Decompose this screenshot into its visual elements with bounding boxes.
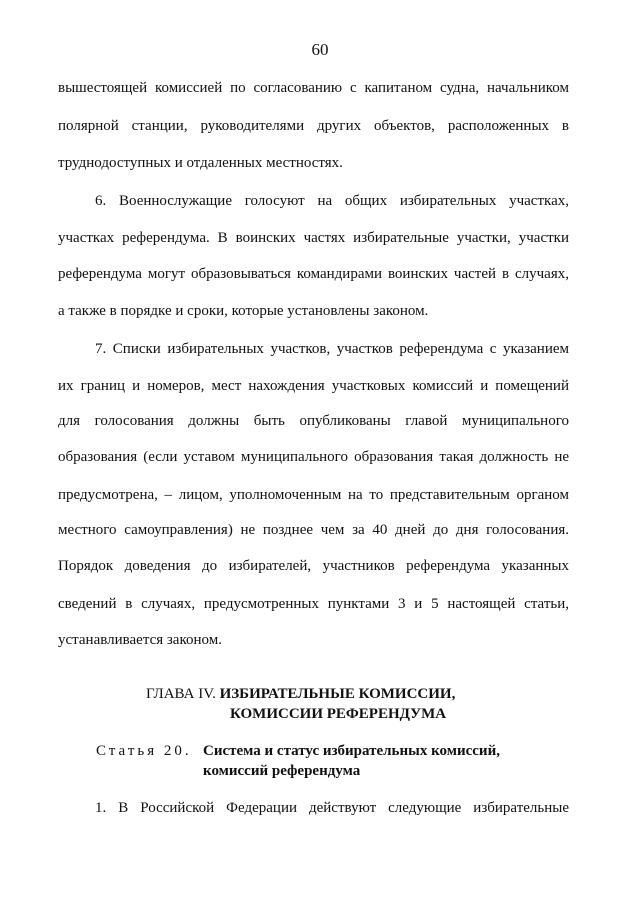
text-line: труднодоступных и отдаленных местностях. <box>58 155 343 171</box>
text-line: сведений в случаях, предусмотренных пунктами 3 и 5 настоящей статьи, <box>58 596 569 612</box>
text-line: а также в порядке и сроки, которые установлены законом. <box>58 303 429 319</box>
text-line: 7. Списки избирательных участков, участков референдума с указанием <box>95 341 569 357</box>
text-line: вышестоящей комиссией по согласованию с капитаном судна, начальником <box>58 80 569 96</box>
text-line: местного самоуправления) не позднее чем за 40 дней до дня голосования. <box>58 522 569 538</box>
chapter-heading <box>146 684 455 704</box>
chapter-title-line1: ИЗБИРАТЕЛЬНЫЕ КОМИССИИ, <box>219 686 456 702</box>
article-title-line1: Система и статус избирательных комиссий, <box>203 743 500 759</box>
article-label: Статья 20. <box>96 743 192 759</box>
text-line: для голосования должны быть опубликованы главой муниципального <box>58 413 569 429</box>
text-line: полярной станции, руководителями других объектов, расположенных в <box>58 118 569 134</box>
text-line: 1. В Российской Федерации действуют следующие избирательные <box>95 800 569 816</box>
page-number: 60 <box>311 40 329 59</box>
text-line: предусмотрена, – лицом, уполномоченным на то представительным органом <box>58 487 569 503</box>
text-line: Порядок доведения до избирателей, участников референдума указанных <box>58 558 569 574</box>
chapter-prefix: ГЛАВА IV. <box>146 686 216 702</box>
text-line: участках референдума. В воинских частях избирательные участки, участки <box>58 230 569 246</box>
text-line: референдума могут образовываться командирами воинских частей в случаях, <box>58 266 569 282</box>
text-line: их границ и номеров, мест нахождения участковых комиссий и помещений <box>58 378 569 394</box>
text-line: 6. Военнослужащие голосуют на общих избирательных участках, <box>95 193 569 209</box>
article-title-line2: комиссий референдума <box>203 763 361 779</box>
chapter-title-line2-wrap <box>230 704 446 724</box>
chapter-title-line2: КОМИССИИ РЕФЕРЕНДУМА <box>230 706 447 722</box>
text-line: образования (если уставом муниципального образования такая должность не <box>58 449 569 465</box>
text-line: устанавливается законом. <box>58 632 222 648</box>
